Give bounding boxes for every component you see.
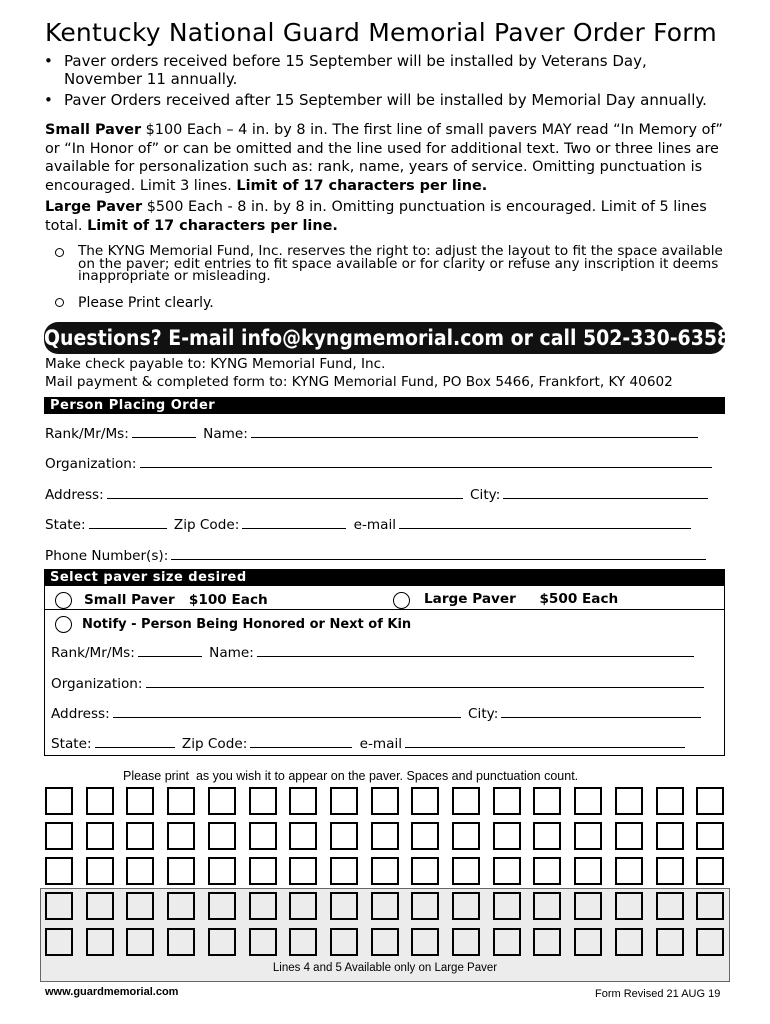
orderer-phone-field[interactable] <box>171 558 706 560</box>
paver-char-box[interactable] <box>493 928 521 956</box>
paver-char-box[interactable] <box>86 892 114 920</box>
large-paver-line1: $500 Each - 8 in. by 8 in. Omitting punctuation is encouraged. Limit of 5 lines <box>142 199 707 215</box>
paver-char-box[interactable] <box>452 857 480 885</box>
large-paver-description <box>45 198 745 235</box>
paver-char-box[interactable] <box>411 928 439 956</box>
revision-date: Form Revised 21 AUG 19 <box>595 988 721 1000</box>
paver-char-box[interactable] <box>615 787 643 815</box>
paver-char-box[interactable] <box>371 822 399 850</box>
large-paver-label: Large Paver <box>45 199 143 215</box>
paver-char-box[interactable] <box>533 787 561 815</box>
small-paver-description <box>45 121 745 195</box>
large-paver-limit: Limit of 17 characters per line. <box>87 217 338 234</box>
paver-char-box[interactable] <box>289 857 317 885</box>
rank-label: Rank/Mr/Ms: <box>45 426 129 442</box>
small-paver-line3: available for personalization such as: rank, name, years of service. Omitting punctuation is <box>45 159 703 175</box>
paver-char-box[interactable] <box>249 822 277 850</box>
paver-char-box[interactable] <box>696 892 724 920</box>
paver-char-box[interactable] <box>696 822 724 850</box>
rank-label: Rank/Mr/Ms: <box>51 645 135 661</box>
paver-char-box[interactable] <box>533 822 561 850</box>
paver-char-box[interactable] <box>208 892 236 920</box>
paver-char-box[interactable] <box>208 928 236 956</box>
paver-char-box[interactable] <box>86 928 114 956</box>
large-only-note: Lines 4 and 5 Available only on Large Paver <box>272 962 498 974</box>
check-payable-text: Make check payable to: KYNG Memorial Fund, Inc. <box>45 356 386 372</box>
paver-char-box[interactable] <box>411 857 439 885</box>
paver-char-box[interactable] <box>452 892 480 920</box>
note-line-3: inappropriate or misleading. <box>78 268 271 284</box>
paver-char-box[interactable] <box>533 892 561 920</box>
mail-payment-text: Mail payment & completed form to: KYNG Memorial Fund, PO Box 5466, Frankfort, KY 40602 <box>45 374 673 390</box>
honoree-rank-field[interactable] <box>138 655 202 657</box>
orderer-phone-row <box>45 548 709 564</box>
orderer-name-field[interactable] <box>251 436 698 438</box>
bullet-dot: • <box>44 91 53 109</box>
small-paver-line1: $100 Each – 4 in. by 8 in. The first line of small pavers MAY read “In Memory of” <box>141 122 723 138</box>
paver-char-box[interactable] <box>289 787 317 815</box>
select-size-header: Select paver size desired <box>44 569 725 586</box>
honoree-name-field[interactable] <box>257 655 694 657</box>
paver-char-box[interactable] <box>493 822 521 850</box>
orderer-organization-row <box>45 456 715 472</box>
paver-char-box[interactable] <box>167 787 195 815</box>
email-label: e-mail <box>353 517 397 533</box>
paver-char-box[interactable] <box>208 822 236 850</box>
print-instruction: Please print as you wish it to appear on the paver. Spaces and punctuation count. <box>123 769 579 783</box>
honoree-rank-row <box>51 645 697 661</box>
organization-label: Organization: <box>45 456 137 472</box>
orderer-state-row <box>45 517 694 533</box>
honoree-city-field[interactable] <box>501 716 701 718</box>
paver-char-box[interactable] <box>249 892 277 920</box>
note-line-2: on the paver; edit entries to fit space available or for clarity or refuse any inscription it deems <box>78 255 719 272</box>
paver-char-box[interactable] <box>615 928 643 956</box>
paver-char-box[interactable] <box>574 892 602 920</box>
paver-char-box[interactable] <box>493 892 521 920</box>
notify-radio[interactable] <box>55 616 72 633</box>
bullet-memorial-day <box>44 91 764 109</box>
paver-char-box[interactable] <box>656 822 684 850</box>
paver-char-box[interactable] <box>452 787 480 815</box>
paver-char-box[interactable] <box>249 857 277 885</box>
questions-banner: Questions? E-mail info@kyngmemorial.com or call 502-330-6358 <box>44 322 725 354</box>
paver-char-box[interactable] <box>330 857 358 885</box>
large-paver-line2: total. <box>45 217 88 234</box>
paver-char-box[interactable] <box>656 928 684 956</box>
paver-char-box[interactable] <box>208 857 236 885</box>
paver-char-box[interactable] <box>452 822 480 850</box>
paver-char-box[interactable] <box>86 787 114 815</box>
paver-char-box[interactable] <box>371 787 399 815</box>
paver-char-box[interactable] <box>656 857 684 885</box>
email-label: e-mail <box>359 736 403 752</box>
orderer-rank-row <box>45 426 701 442</box>
bullet-text-1: Paver orders received before 15 September will be installed by Veterans Day, <box>64 52 647 70</box>
note-reserves-right <box>78 245 723 283</box>
city-label: City: <box>470 487 501 503</box>
paver-char-box[interactable] <box>615 892 643 920</box>
paver-char-box[interactable] <box>493 857 521 885</box>
phone-label: Phone Number(s): <box>45 548 169 564</box>
paver-char-box[interactable] <box>330 928 358 956</box>
paver-char-box[interactable] <box>371 857 399 885</box>
paver-char-box[interactable] <box>45 822 73 850</box>
paver-char-box[interactable] <box>574 787 602 815</box>
zip-label: Zip Code: <box>173 517 240 533</box>
paver-char-box[interactable] <box>371 892 399 920</box>
paver-char-box[interactable] <box>126 928 154 956</box>
small-paver-limit: Limit of 17 characters per line. <box>236 177 488 194</box>
paver-char-box[interactable] <box>45 857 73 885</box>
paver-char-box[interactable] <box>126 892 154 920</box>
size-divider <box>44 609 725 610</box>
page-title: Kentucky National Guard Memorial Paver Order Form <box>45 18 717 47</box>
address-label: Address: <box>51 706 110 722</box>
paver-char-box[interactable] <box>533 857 561 885</box>
organization-label: Organization: <box>51 676 143 692</box>
paver-char-box[interactable] <box>330 822 358 850</box>
small-paver-line4: encouraged. Limit 3 lines. <box>45 177 237 194</box>
small-paver-line2: or “In Honor of” or can be omitted and the line used for additional text. Two or three lines are <box>45 140 719 157</box>
small-paver-radio[interactable] <box>55 592 72 609</box>
honoree-email-field[interactable] <box>405 746 685 748</box>
paver-char-box[interactable] <box>371 928 399 956</box>
orderer-organization-field[interactable] <box>140 466 712 468</box>
paver-char-box[interactable] <box>452 928 480 956</box>
paver-char-box[interactable] <box>411 787 439 815</box>
paver-char-box[interactable] <box>289 822 317 850</box>
honoree-address-field[interactable] <box>113 716 461 718</box>
bullet-dot: • <box>44 52 53 70</box>
paver-char-box[interactable] <box>696 787 724 815</box>
orderer-email-field[interactable] <box>399 527 691 529</box>
paver-char-box[interactable] <box>45 787 73 815</box>
honoree-zip-field[interactable] <box>250 746 352 748</box>
paver-char-box[interactable] <box>86 857 114 885</box>
small-paver-option-label: Small Paver $100 Each <box>84 592 268 608</box>
state-label: State: <box>51 736 92 752</box>
orderer-city-field[interactable] <box>503 497 708 499</box>
note-print-clearly: Please Print clearly. <box>78 295 214 311</box>
paver-char-box[interactable] <box>289 928 317 956</box>
note-line-1: The KYNG Memorial Fund, Inc. reserves the right to: adjust the layout to fit the space available <box>78 243 723 259</box>
notify-option-label: Notify - Person Being Honored or Next of Kin <box>82 617 412 632</box>
paver-char-box[interactable] <box>330 892 358 920</box>
name-label: Name: <box>203 426 248 442</box>
website-link[interactable]: www.guardmemorial.com <box>45 986 179 998</box>
bullet-text-1b: November 11 annually. <box>64 70 238 88</box>
paver-char-box[interactable] <box>167 928 195 956</box>
paver-char-box[interactable] <box>574 928 602 956</box>
paver-char-box[interactable] <box>615 822 643 850</box>
address-label: Address: <box>45 487 104 503</box>
name-label: Name: <box>209 645 254 661</box>
paver-char-box[interactable] <box>574 857 602 885</box>
paver-char-box[interactable] <box>249 787 277 815</box>
paver-char-box[interactable] <box>533 928 561 956</box>
paver-char-box[interactable] <box>167 857 195 885</box>
paver-char-box[interactable] <box>167 822 195 850</box>
paver-char-box[interactable] <box>330 787 358 815</box>
paver-char-box[interactable] <box>615 857 643 885</box>
note-circle-icon <box>55 298 64 307</box>
large-paver-option-label: Large Paver $500 Each <box>424 591 619 607</box>
paver-char-box[interactable] <box>167 892 195 920</box>
paver-char-box[interactable] <box>208 787 236 815</box>
honoree-organization-field[interactable] <box>146 686 704 688</box>
paver-char-box[interactable] <box>45 892 73 920</box>
paver-char-box[interactable] <box>86 822 114 850</box>
paver-char-box[interactable] <box>411 822 439 850</box>
paver-char-box[interactable] <box>696 857 724 885</box>
state-label: State: <box>45 517 86 533</box>
paver-char-box[interactable] <box>289 892 317 920</box>
paver-char-box[interactable] <box>126 822 154 850</box>
honoree-state-field[interactable] <box>95 746 175 748</box>
paver-char-box[interactable] <box>249 928 277 956</box>
paver-char-box[interactable] <box>656 892 684 920</box>
city-label: City: <box>468 706 499 722</box>
paver-char-box[interactable] <box>656 787 684 815</box>
orderer-address-row <box>45 487 711 503</box>
paver-char-box[interactable] <box>411 892 439 920</box>
orderer-state-field[interactable] <box>89 527 167 529</box>
paver-char-box[interactable] <box>126 857 154 885</box>
person-placing-order-header: Person Placing Order <box>44 397 725 414</box>
small-paver-label: Small Paver <box>45 122 142 138</box>
orderer-address-field[interactable] <box>107 497 463 499</box>
paver-char-box[interactable] <box>493 787 521 815</box>
orderer-rank-field[interactable] <box>132 436 196 438</box>
note-circle-icon <box>55 248 64 257</box>
paver-char-box[interactable] <box>45 928 73 956</box>
paver-char-box[interactable] <box>126 787 154 815</box>
bullet-veterans-day <box>44 52 744 92</box>
honoree-state-row <box>51 736 688 752</box>
large-paver-radio[interactable] <box>393 592 410 609</box>
paver-char-box[interactable] <box>696 928 724 956</box>
honoree-organization-row <box>51 676 707 692</box>
honoree-address-row <box>51 706 704 722</box>
paver-char-box[interactable] <box>574 822 602 850</box>
zip-label: Zip Code: <box>181 736 248 752</box>
orderer-zip-field[interactable] <box>242 527 346 529</box>
bullet-text-2: Paver Orders received after 15 September will be installed by Memorial Day annually. <box>64 91 707 109</box>
